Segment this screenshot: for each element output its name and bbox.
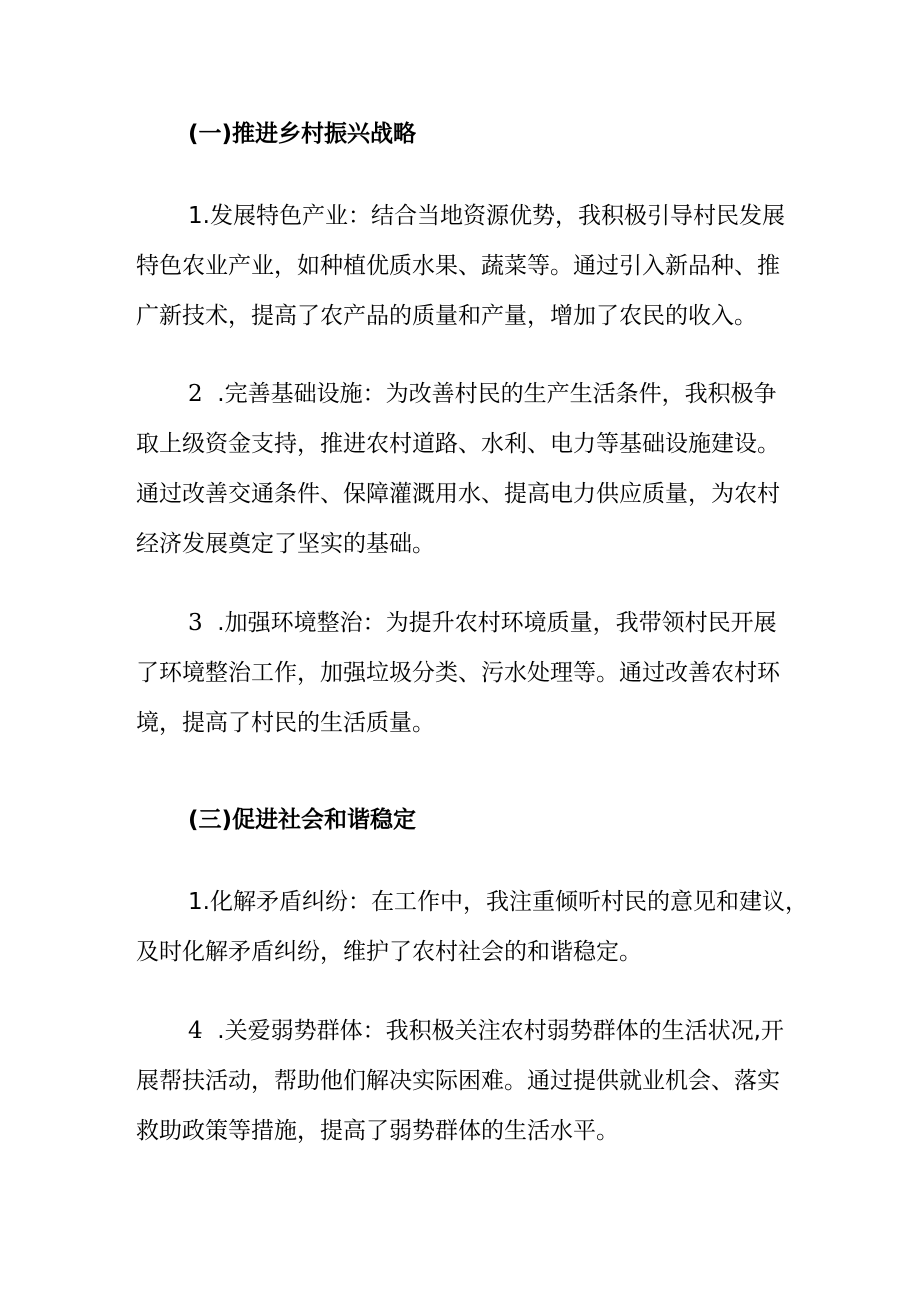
- section-heading: (三)促进社会和谐稳定: [188, 807, 417, 833]
- paragraph-line-text: .完善基础设施：为改善村民的生产生活条件，我积极争: [217, 381, 777, 407]
- paragraph-line-text: .关爱弱势群体：我积极关注农村弱势群体的生活状况,开: [217, 1018, 784, 1044]
- paragraph: [136, 369, 792, 569]
- paragraph: [136, 191, 792, 341]
- paragraph-line: [136, 369, 792, 419]
- item-number: 4: [188, 1018, 203, 1044]
- paragraph: [136, 877, 808, 977]
- paragraph-line: 1.发展特色产业：结合当地资源优势，我积极引导村民发展: [188, 203, 785, 229]
- section-heading: (一)推进乡村振兴战略: [188, 121, 417, 147]
- paragraph-line: 取上级资金支持，推进农村道路、水利、电力等基础设施建设。: [136, 431, 780, 457]
- paragraph-line: [136, 1006, 792, 1056]
- paragraph-line: 展帮扶活动，帮助他们解决实际困难。通过提供就业机会、落实: [136, 1068, 780, 1094]
- paragraph-line: [136, 598, 792, 648]
- paragraph-line: 广新技术，提高了农产品的质量和产量，增加了农民的收入。: [136, 303, 757, 329]
- paragraph-line: 救助政策等措施，提高了弱势群体的生活水平。: [136, 1118, 619, 1144]
- paragraph-line: 经济发展奠定了坚实的基础。: [136, 531, 435, 557]
- paragraph-line: 1.化解矛盾纠纷：在工作中，我注重倾听村民的意见和建议，: [188, 889, 808, 915]
- paragraph: [136, 598, 792, 748]
- paragraph: [136, 1006, 792, 1156]
- paragraph-line: 境，提高了村民的生活质量。: [136, 710, 435, 736]
- paragraph-line: 通过改善交通条件、保障灌溉用水、提高电力供应质量，为农村: [136, 481, 780, 507]
- paragraph-line: 特色农业产业，如种植优质水果、蔬菜等。通过引入新品种、推: [136, 253, 780, 279]
- paragraph-line: 及时化解矛盾纠纷，维护了农村社会的和谐稳定。: [136, 939, 642, 965]
- paragraph-line-text: .加强环境整治：为提升农村环境质量，我带领村民开展: [217, 610, 777, 636]
- item-number: 3: [188, 610, 203, 636]
- item-number: 2: [188, 381, 203, 407]
- paragraph-line: 了环境整治工作，加强垃圾分类、污水处理等。通过改善农村环: [136, 660, 780, 686]
